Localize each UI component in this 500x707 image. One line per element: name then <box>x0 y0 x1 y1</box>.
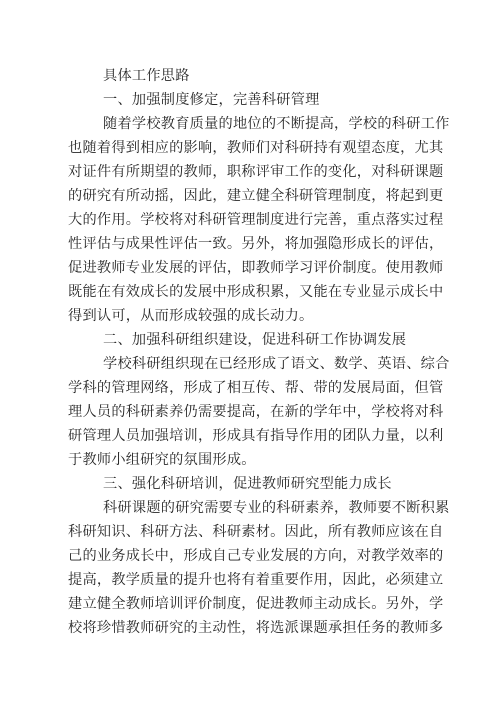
paragraph-line: 的研究有所动摇，因此，建立健全科研管理制度，将起到更 <box>68 188 444 204</box>
paragraph-line: 性评估与成果性评估一致。另外，将加强隐形成长的评估， <box>68 236 444 252</box>
paragraph-line: 科研课题的研究需要专业的科研素养，教师要不断积累 <box>103 500 450 516</box>
paragraph-line: 促进教师专业发展的评估，即教师学习评价制度。使用教师 <box>68 260 444 276</box>
paragraph-line: 校将珍惜教师研究的主动性，将选派课题承担任务的教师多 <box>68 620 444 636</box>
paragraph-line: 己的业务成长中，形成自己专业发展的方向，对教学效率的 <box>68 548 444 564</box>
paragraph-line: 理人员的科研素养仍需要提高，在新的学年中，学校将对科 <box>68 404 444 420</box>
paragraph-line: 大的作用。学校将对科研管理制度进行完善，重点落实过程 <box>68 212 444 228</box>
paragraph-line: 研管理人员加强培训，形成具有指导作用的团队力量，以利 <box>68 428 444 444</box>
paragraph-line: 对证件有所期望的教师，职称评审工作的变化，对科研课题 <box>68 164 444 180</box>
section-heading-2: 二、加强科研组织建设，促进科研工作协调发展 <box>103 332 407 348</box>
paragraph-line: 提高，教学质量的提升也将有着重要作用，因此，必须建立 <box>68 572 444 588</box>
section-heading-1: 一、加强制度修定，完善科研管理 <box>103 92 320 108</box>
section-heading-3: 三、强化科研培训，促进教师研究型能力成长 <box>103 476 392 492</box>
document-title: 具体工作思路 <box>103 68 190 84</box>
paragraph-line: 既能在有效成长的发展中形成积累，又能在专业显示成长中 <box>68 284 444 300</box>
paragraph-line: 随着学校教育质量的地位的不断提高，学校的科研工作 <box>103 116 450 132</box>
paragraph-line: 建立健全教师培训评价制度，促进教师主动成长。另外，学 <box>68 596 444 612</box>
paragraph-line: 于教师小组研究的氛围形成。 <box>68 452 256 468</box>
paragraph-line: 科研知识、科研方法、科研素材。因此，所有教师应该在自 <box>68 524 444 540</box>
paragraph-line: 也随着得到相应的影响，教师们对科研持有观望态度，尤其 <box>68 140 444 156</box>
paragraph-line: 学科的管理网络，形成了相互传、帮、带的发展局面，但管 <box>68 380 444 396</box>
paragraph-line: 得到认可，从而形成较强的成长动力。 <box>68 308 314 324</box>
paragraph-line: 学校科研组织现在已经形成了语文、数学、英语、综合 <box>103 356 450 372</box>
